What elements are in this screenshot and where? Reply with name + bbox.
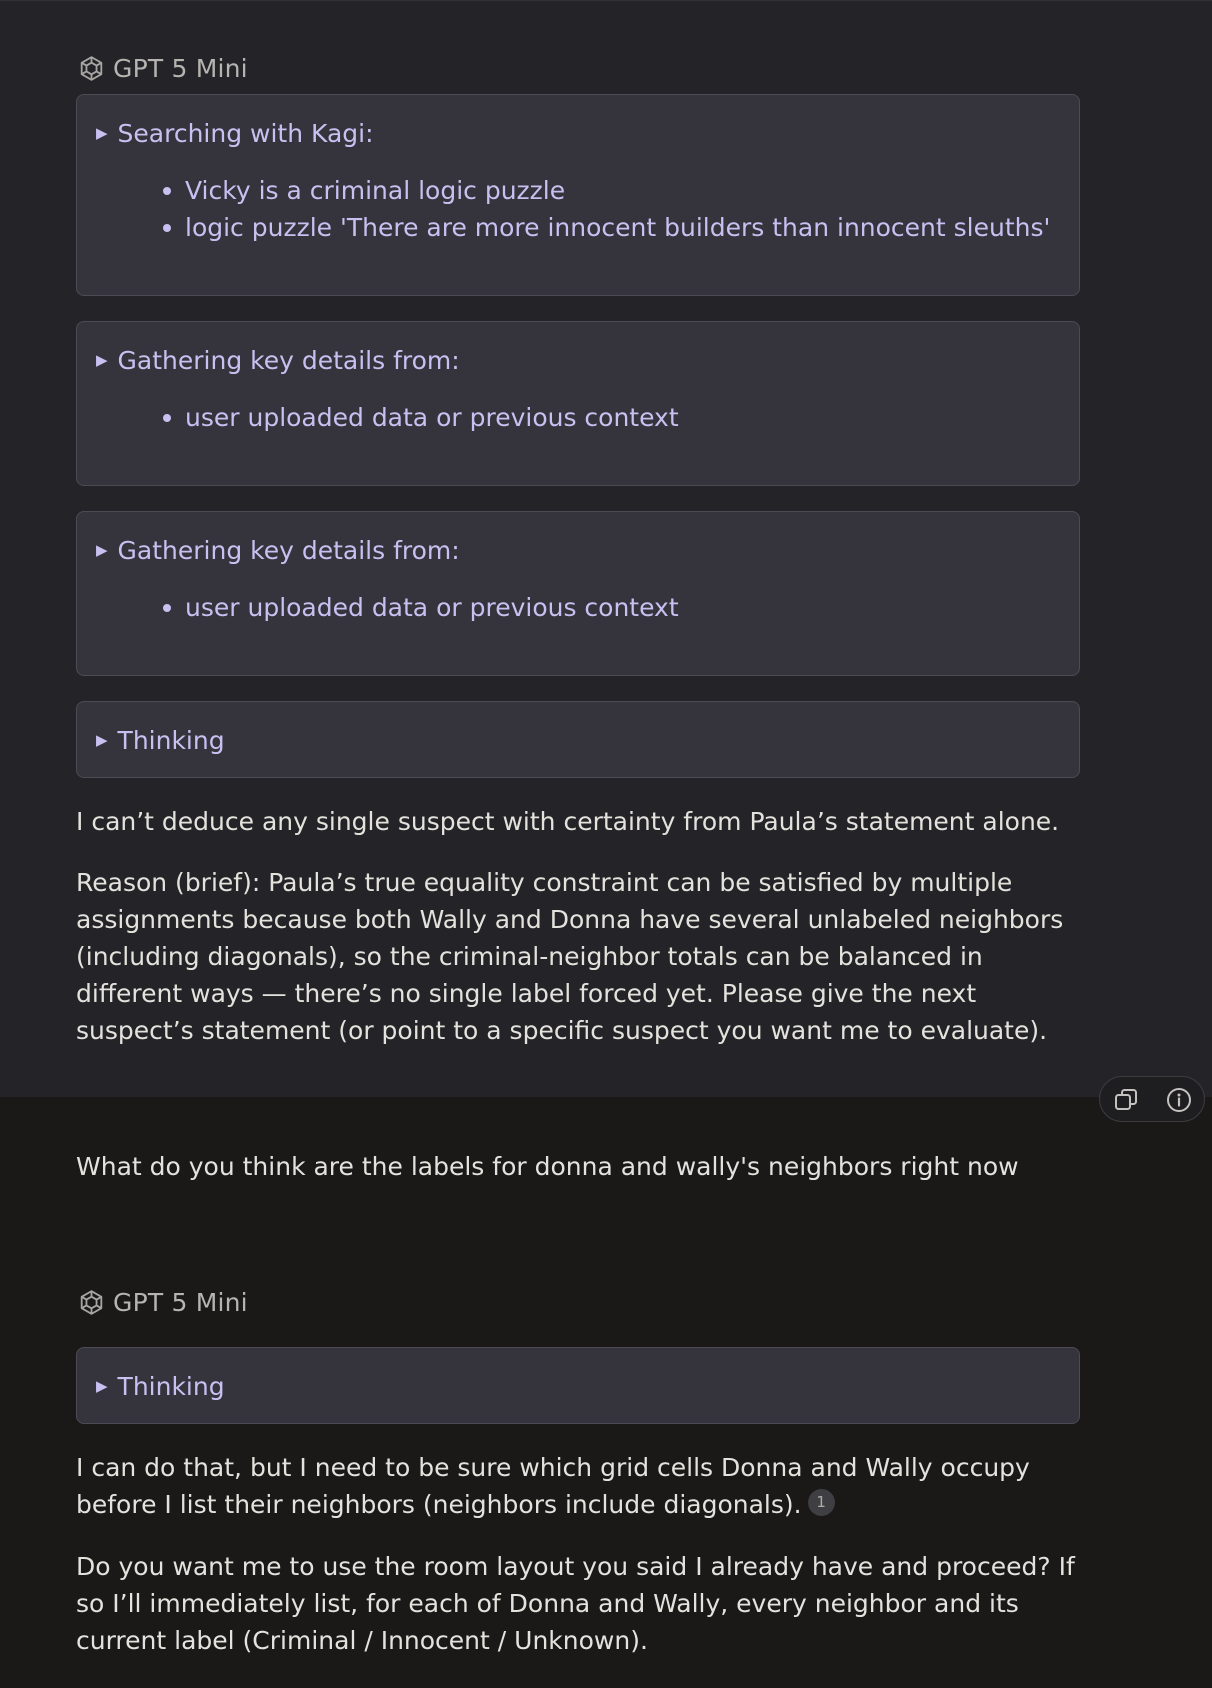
gather-tool-toggle[interactable] <box>96 322 460 398</box>
gather-tool-card <box>76 511 1080 676</box>
openai-logo-icon <box>76 1287 107 1318</box>
citation-badge[interactable]: 1 <box>808 1489 835 1516</box>
user-message: What do you think are the labels for donna and wally's neighbors right now <box>76 1152 1019 1181</box>
assistant-message <box>76 1284 1080 1655</box>
tool-card-title: Searching with Kagi: <box>117 118 374 148</box>
search-tool-card <box>76 94 1080 296</box>
source-item: user uploaded data or previous context <box>185 399 679 436</box>
gather-tool-card <box>76 321 1080 486</box>
expand-triangle-icon: ▶ <box>96 1377 108 1395</box>
thinking-toggle[interactable] <box>96 702 225 778</box>
tool-card-list <box>185 172 1050 246</box>
thinking-card <box>76 1347 1080 1424</box>
tool-card-list <box>185 589 679 626</box>
response-paragraph: I can’t deduce any single suspect with certainty from Paula’s statement alone. <box>76 807 1060 836</box>
tool-card-title: Gathering key details from: <box>117 345 460 375</box>
thinking-toggle[interactable] <box>96 1348 225 1424</box>
response-paragraph: Reason (brief): Paula’s true equality constraint can be satisfied by multiple assignments because both Wally and Donna have several unlabeled neighbors (including diagonals), so the criminal-neighbor totals can be balanced in different ways — there’s no single label forced yet. Please give the next suspect’s statement (or point to a specific suspect you want me to evaluate). <box>76 868 1064 1045</box>
response-paragraph <box>76 1449 1080 1523</box>
thinking-label: Thinking <box>117 725 225 755</box>
openai-logo-icon <box>76 53 107 84</box>
gather-tool-toggle[interactable] <box>96 512 460 588</box>
response-text: I can do that, but I need to be sure which grid cells Donna and Wally occupy before I list their neighbors (neighbors include diagonals). <box>76 1453 1030 1519</box>
search-query-item: logic puzzle 'There are more innocent builders than innocent sleuths' <box>185 209 1050 246</box>
tool-card-title: Gathering key details from: <box>117 535 460 565</box>
source-item: user uploaded data or previous context <box>185 589 679 626</box>
expand-triangle-icon: ▶ <box>96 124 108 142</box>
expand-triangle-icon: ▶ <box>96 731 108 749</box>
expand-triangle-icon: ▶ <box>96 541 108 559</box>
info-icon[interactable] <box>1164 1085 1194 1115</box>
thinking-card <box>76 701 1080 778</box>
model-name: GPT 5 Mini <box>113 53 248 83</box>
model-header <box>76 50 1080 86</box>
tool-card-list <box>185 399 679 436</box>
response-paragraph: Do you want me to use the room layout you said I already have and proceed? If so I’ll immediately list, for each of Donna and Wally, every neighbor and its current label (Criminal / Innocent / Unknown). <box>76 1552 1075 1655</box>
search-tool-toggle[interactable] <box>96 95 374 171</box>
search-query-item: Vicky is a criminal logic puzzle <box>185 172 1050 209</box>
copy-icon[interactable] <box>1111 1085 1141 1115</box>
model-header <box>76 1284 1080 1320</box>
thinking-label: Thinking <box>117 1371 225 1401</box>
expand-triangle-icon: ▶ <box>96 351 108 369</box>
assistant-message <box>76 50 1080 1045</box>
model-name: GPT 5 Mini <box>113 1287 248 1317</box>
message-actions <box>1099 1076 1205 1122</box>
